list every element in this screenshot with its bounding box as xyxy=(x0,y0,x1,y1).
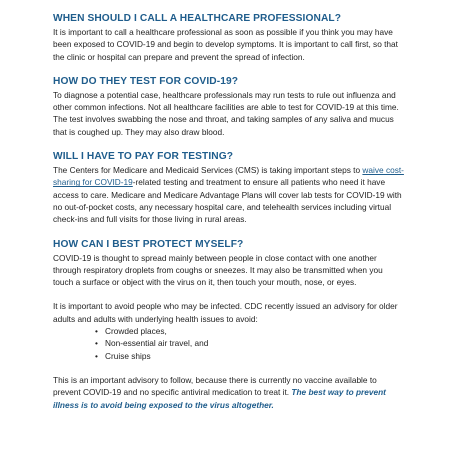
section-body xyxy=(53,374,405,411)
bullet-icon: • xyxy=(95,326,98,337)
section-heading: WHEN SHOULD I CALL A HEALTHCARE PROFESSIONAL? xyxy=(53,13,342,24)
section-heading: HOW CAN I BEST PROTECT MYSELF? xyxy=(53,238,244,250)
cost-sharing-link[interactable]: waive cost-sharing for COVID-19 xyxy=(53,165,404,188)
bullet-icon: • xyxy=(95,338,98,349)
section-payment xyxy=(53,150,405,225)
section-heading: HOW DO THEY TEST FOR COVID-19? xyxy=(53,75,239,87)
section-heading: WILL I HAVE TO PAY FOR TESTING? xyxy=(53,151,234,163)
emphasis-text: The best way to prevent illness is to avoid being exposed to the virus altogether. xyxy=(53,387,386,410)
section-when-to-call xyxy=(53,12,405,63)
section-body: It is important to call a healthcare professional as soon as possible if you think you may have been exposed to COVID-19 and begin to develop symptoms. It is important to call first, so that the clinic or hospital can prepare and prevent the spread of infection. xyxy=(53,27,398,62)
body-text: The Centers for Medicare and Medicaid Services (CMS) is taking important steps to xyxy=(53,165,363,176)
list-item: • Crowded places, xyxy=(95,326,167,337)
section-body: It is important to avoid people who may be infected. CDC recently issued an advisory for older adults and adults with underlying health issues to avoid: xyxy=(53,301,398,324)
avoid-list xyxy=(53,325,405,362)
section-body: To diagnose a potential case, healthcare professionals may run tests to rule out influenza and other common infections. Not all healthcare facilities are able to test for COVID-19 at this time. The test involves swabbing the nose and throat, and taking samples of any saliva and mucus that is coughed up. They may also draw blood. xyxy=(53,89,399,137)
bullet-icon: • xyxy=(95,350,98,361)
list-item: • Cruise ships xyxy=(95,350,151,361)
body-text: This is an important advisory to follow, because there is currently no vaccine available to prevent COVID-19 and no specific antiviral medication to treat it. xyxy=(53,374,377,398)
list-item: • Non-essential air travel, and xyxy=(95,338,209,349)
section-body: COVID-19 is thought to spread mainly between people in close contact with one another through respiratory droplets from coughs or sneezes. It may also be transmitted when you touch a surface or object with the virus on it, then touch your mouth, nose, or eyes. xyxy=(53,252,383,288)
body-text: -related testing and treatment to ensure all patients who need it have access to care. Medicare and Medicare Advantage Plans will cover lab tests for COVID-19 with no out-of-pocket costs, any necessary hospital care, and telehealth services including virtual check-ins and full visits for those living in rural areas. xyxy=(53,177,402,225)
section-testing xyxy=(53,75,405,138)
document-page xyxy=(53,12,405,423)
section-body xyxy=(53,164,405,225)
section-protection xyxy=(53,238,405,411)
